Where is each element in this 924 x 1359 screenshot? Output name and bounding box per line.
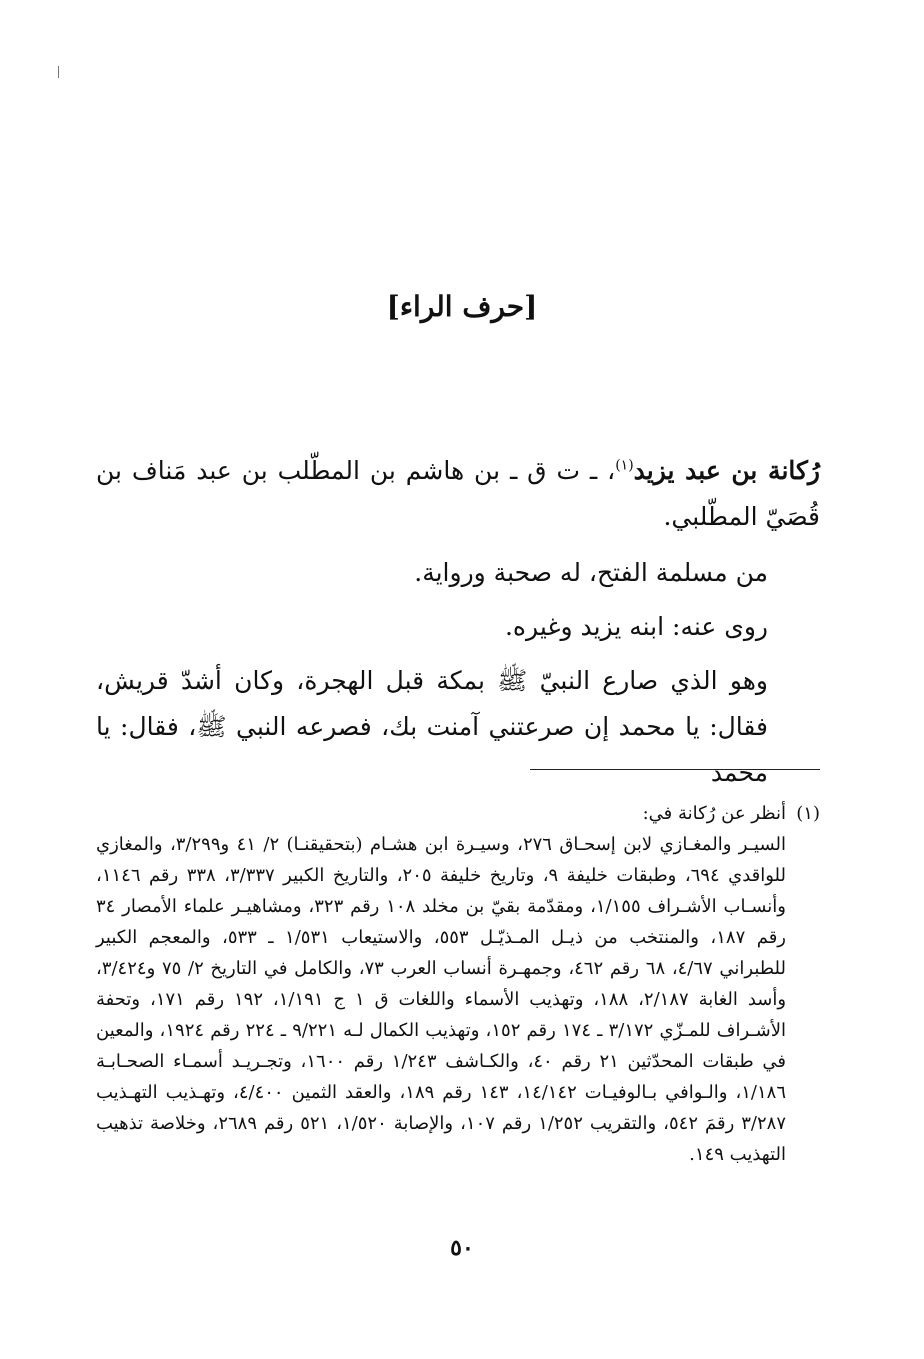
footnote-lead-text: أنظر عن رُكانة في:	[642, 803, 786, 824]
scan-mark	[58, 66, 59, 78]
footnote-separator	[530, 769, 820, 770]
footnotes	[96, 798, 820, 1170]
paragraph-companionship: من مسلمة الفتح، له صحبة ورواية.	[414, 558, 768, 587]
paragraph-narrators: روى عنه: ابنه يزيد وغيره.	[504, 612, 768, 641]
footnote-reference: (١)	[615, 457, 634, 474]
page-number: ٥٠	[450, 1235, 474, 1261]
paragraph-wrestling-story: وهو الذي صارع النبيّ ﷺ بمكة قبل الهجرة، وكان أشدّ قريش، فقال: يا محمد إن صرعتني آمنت بك، فصرعه النبي ﷺ، فقال: يا محمد	[96, 666, 768, 787]
entry-intro	[96, 448, 820, 540]
chapter-heading: [حرف الراء]	[386, 290, 538, 323]
entry-lineage: ، ـ ت ق ـ بن هاشم بن المطّلب بن عبد مَناف بن قُصَيّ المطّلبي.	[96, 456, 820, 531]
footnote-number: (١)	[796, 803, 820, 824]
footnote-body: السيـر والمغـازي لابن إسحـاق ٢٧٦، وسيـرة ابن هشـام (بتحقيقنـا) ٢/ ٤١ و٣/٢٩٩، والمغازي للواقدي ٦٩٤، وطبقات خليفة ٩، وتاريخ خليفة ٢٠٥، والتاريخ الكبير ٣/٣٣٧، ٣٣٨ رقم ١١٤٦، وأنسـاب الأشـراف ١/١٥٥، ومقدّمة بقيّ بن مخلد ١٠٨ رقم ٣٢٣، ومشاهيـر علماء الأمصار ٣٤ رقم ١٨٧، والمنتخب من ذيـل المـذيّـل ٥٥٣، والاستيعاب ١/٥٣١ ـ ٥٣٣، والمعجم الكبير للطبراني ٤/٦٧، ٦٨ رقم ٤٦٢، وجمهـرة أنساب العرب ٧٣، والكامل في التاريخ ٢/ ٧٥ و٣/٤٢٤، وأسد الغابة ٢/١٨٧، ١٨٨، وتهذيب الأسماء واللغات ق ١ ج ١/١٩١، ١٩٢ رقم ١٧١، وتحفة الأشـراف للمـزّي ٣/١٧٢ ـ ١٧٤ رقم ١٥٢، وتهذيب الكمال لـه ٩/٢٢١ ـ ٢٢٤ رقم ١٩٢٤، والمعين في طبقات المحدّثين ٢١ رقم ٤٠، والكـاشف ١/٢٤٣ رقم ١٦٠٠، وتجـريـد أسمـاء الصحـابـة ١/١٨٦، والـوافي بـالوفيـات ١٤/١٤٢، ١٤٣ رقم ١٨٩، والعقد الثمين ٤/٤٠٠، وتهـذيب التهـذيب ٣/٢٨٧ رقمَ ٥٤٢، والتقريب ١/٢٥٢ رقم ١٠٧، والإصابة ١/٥٢٠، ٥٢١ رقم ٢٦٨٩، وخلاصة تذهيب التهذيب ١٤٩.	[96, 834, 787, 1165]
entry-name: رُكانة بن عبد يزيد	[633, 456, 820, 485]
footnote-lead	[96, 798, 820, 829]
main-text	[96, 448, 820, 804]
